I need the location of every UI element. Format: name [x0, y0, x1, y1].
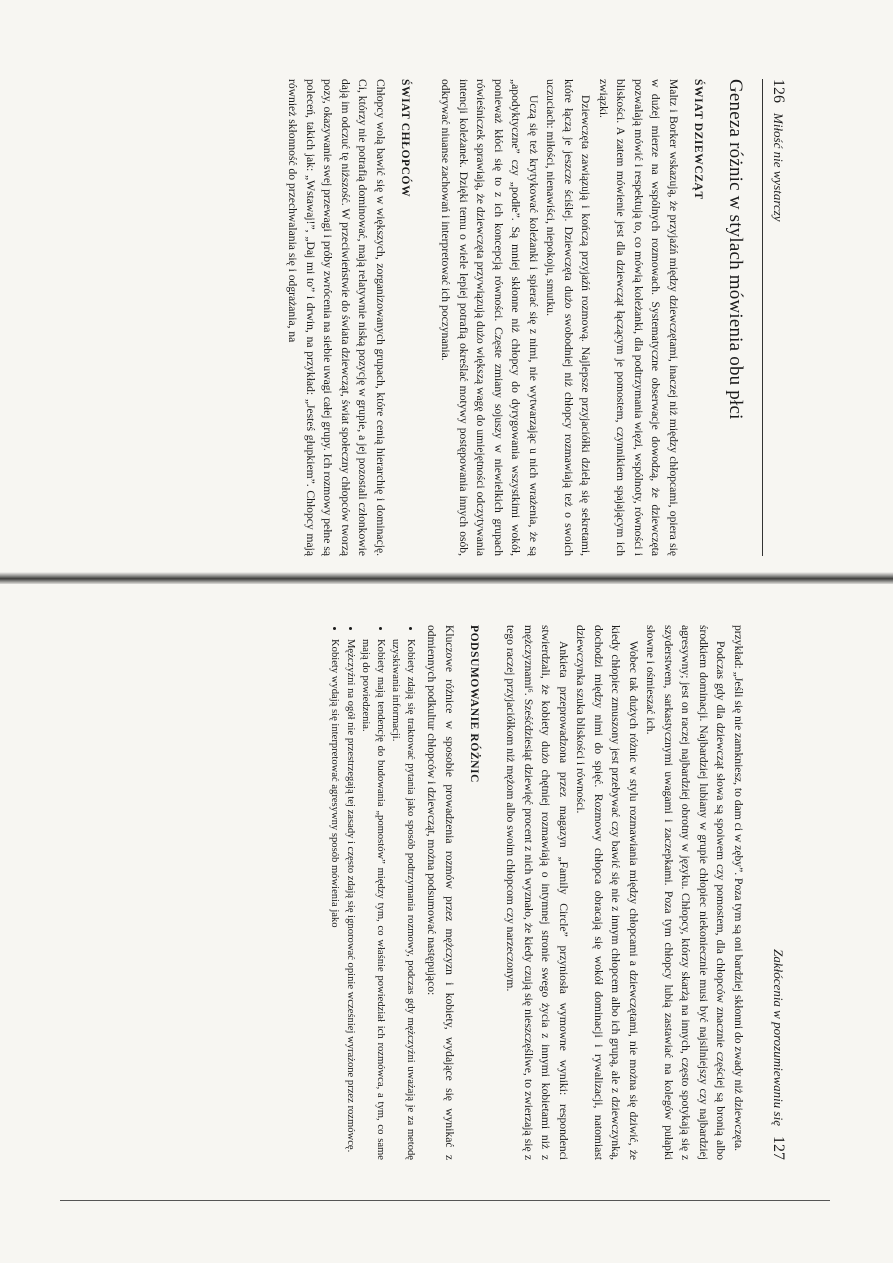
right-page — [50, 585, 815, 1200]
left-page — [90, 39, 815, 596]
book-gutter — [0, 572, 893, 584]
list-item: • Mężczyźni na ogół nie przestrzegają tej zasady i często zdają się ignorować opinie wcześniej wyrażone przez rozmówcę. — [343, 639, 358, 1160]
paragraph: przykład: „Jeśli się nie zamkniesz, to dam ci w zęby”. Poza tym są oni bardziej skłonni do zwady niż dziewczęta. — [732, 625, 745, 1152]
paragraph: Podczas gdy dla dziewcząt słowa są spoiwem czy pomostem, dla chłopców znacznie częściej są bronią albo środkiem dominacji. Najbardziej lubiany w grupie chłopiec niekoniecznie musi być najsilniejszy czy najbardziej agresywny; jest on raczej najbardziej obrotny w języku. Chłopcy, którzy skarżą na innych, często spotykają się z szyderstwem, sarkastycznymi uwagami i zaczepkami. Poza tym chłopcy lubią zastawiać na kolegów pułapki słowne i ośmieszać ich. — [644, 625, 728, 1160]
summary-list — [327, 625, 417, 1160]
list-item: • Kobiety zdają się traktować pytania jako sposób podtrzymania rozmowy, podczas gdy mężczyźni uważają je za metodę uzyskiwania informacji. — [388, 639, 417, 1160]
list-item: • Kobiety wydają się interpretować agresywny sposób mówienia jako — [327, 639, 342, 1160]
paragraph: Uczą się też krytykować koleżanki i spierać się z nimi, nie wytwarzając u nich wrażenia, że są „apodyktyczne” czy „podłe”. Są mniej skłonne niż chłopcy do dyrygowania wszystkimi wokół, ponieważ kłóci się to z ich koncepcją równości. Częste zmiany sojuszy w niewielkich grupach rówieśniczek sprawiają, że dziewczęta przywiązują dużo większą wagę do umiejętności odczytywania intencji koleżanek. Dzięki temu o wiele lepiej potrafią określać motywy postępowania innych osób, odkrywać niuanse zachowań i interpretować ich poczynania. — [439, 79, 540, 556]
summary-intro: Kluczowe różnice w sposobie prowadzenia rozmów przez mężczyzn i kobiety, wydające się wynikać z odmiennych podkultur chłopców i dziewcząt, można podsumować następująco: — [425, 625, 456, 1160]
paragraph: Dziewczęta zawiązują i kończą przyjaźń rozmową. Najlepsze przyjaciółki dzielą się sekretami, które łączą je jeszcze ściślej. Dziewczęta dużo swobodniej niż chłopcy rozmawiają też o swoich uczuciach: miłości, nienawiści, niepokoju, smutku. — [544, 79, 593, 556]
page-number-right: 127 — [770, 1136, 787, 1160]
bottom-rule — [60, 1200, 830, 1201]
paragraph: Ankieta przeprowadzona przez magazyn „Family Circle” przyniosła wymowne wyniki: respondenci stwierdzali, że kobiety dużo chętniej rozmawiają o intymnej stronie swego życia z innymi kobietami niż z mężczyznami⁶. Sześćdziesiąt dziewięć procent z nich wyznało, że kiedy czują się nieszczęśliwe, to zwierzają się z tego raczej przyjaciółkom niż mężom albo swoim chłopcom czy narzeczonym. — [504, 625, 570, 1160]
paragraph: Wobec tak dużych różnic w stylu rozmawiania między chłopcami a dziewczętami, nie można się dziwić, że kiedy chłopiec zmuszony jest przebywać czy bawić się nie z innym chłopcem albo ich grupą, ale z dziewczynką, dochodzi między nimi do spięć. Rozmowy chłopca obracają się wokół dominacji i rywalizacji, natomiast dziewczynka szuka bliskości i równości. — [574, 625, 640, 1160]
chapter-title: Geneza różnic w stylach mówienia obu płci — [725, 79, 746, 420]
running-head-left — [762, 79, 787, 556]
section-heading-boys: ŚWIAT CHŁOPCÓW — [399, 79, 411, 198]
page-number-left: 126 — [770, 79, 787, 103]
section-heading-girls: ŚWIAT DZIEWCZĄT — [692, 79, 704, 200]
paragraph: Chłopcy wolą bawić się w większych, zorganizowanych grupach, które cenią hierarchię i dominację. Ci, którzy nie potrafią dominować, mają relatywnie niską pozycję w grupie, a jej pozostali członkowie dają im odczuć tę niższość. W przeciwieństwie do świata dziewcząt, świat społeczny chłopców tworzą pozy, okazywanie swej przewagi i próby zwrócenia na siebie uwagi całej grupy. Ich rozmowy pełne są poleceń, takich jak: „Wstawaj!”, „Daj mi to” i drwin, na przykład: „Jesteś głupkiem”. Chłopcy mają również skłonność do przechwalania się i odgrażania, na — [286, 79, 387, 556]
running-title-left: Miłość nie wystarczy — [771, 113, 786, 222]
running-head-right — [763, 625, 787, 1160]
paragraph: Maltz i Borker wskazują, że przyjaźń między dziewczętami, inaczej niż między chłopcami, opiera się w dużej mierze na wspólnych rozmowach. Systematyczne obserwacje dowodzą, że dziewczęta pozwalają mówić i respektują to, co mówią koleżanki, dla podtrzymania więzi, wspólnoty, równości i bliskości. A zatem mówienie jest dla dziewcząt łączącym je pomostem, czynnikiem spajającym ich związki. — [597, 79, 680, 556]
section-heading-summary: PODSUMOWANIE RÓŻNIC — [468, 625, 480, 784]
list-item: • Kobiety mają tendencję do budowania „pomostów” między tym, co właśnie powiedział ich rozmówca, a tym, co same mają do powiedzenia. — [358, 639, 387, 1160]
running-title-right: Zakłócenia w porozumiewaniu się — [771, 949, 786, 1126]
